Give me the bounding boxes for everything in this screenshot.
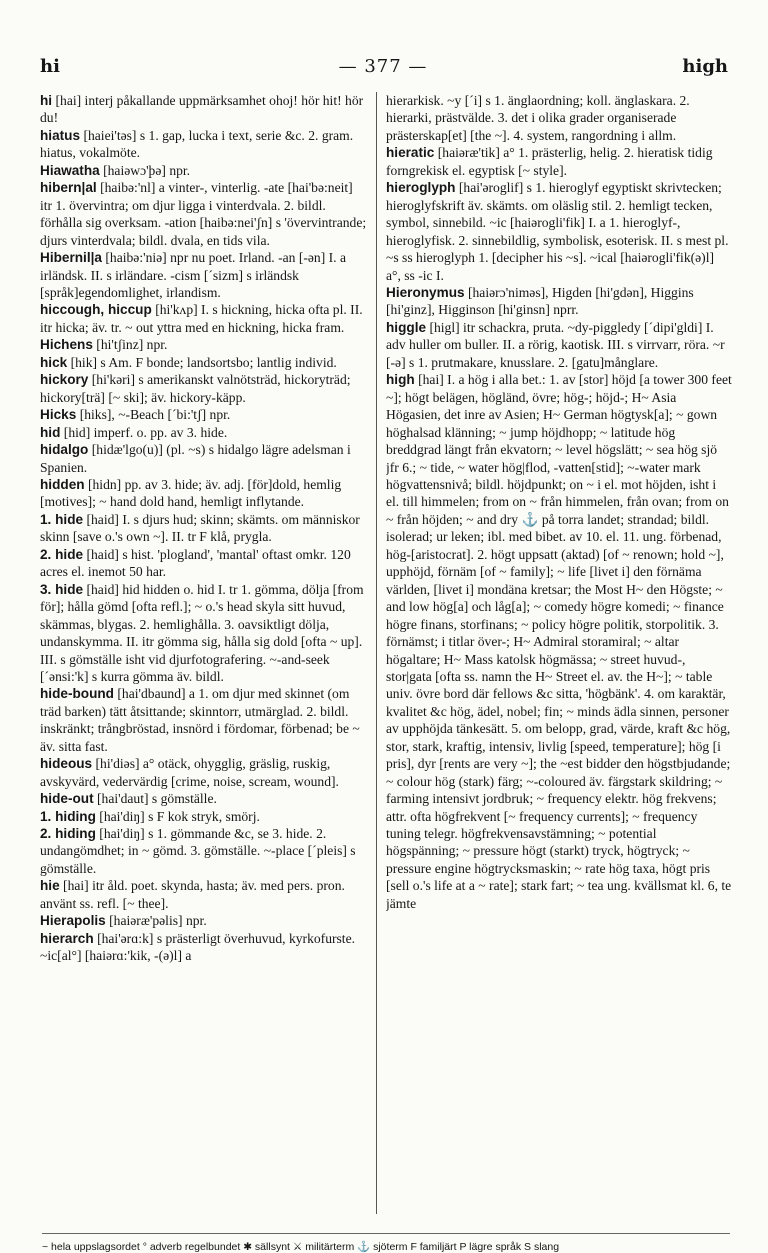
definition-text: [haibə:'nl] a vinter-, vinterlig. -ate [hai'bə:neit] itr 1. övervintra; om djur ligga i vinterdvala. 2. bildl. förhålla sig overksam. -ation [haibə:nei'ʃn] s 'övervintrande; djurs vinterdvala; bildl. dvala, en tids vila. xyxy=(40,180,367,248)
definition-text: [haiəræ'pəlis] npr. xyxy=(109,913,207,929)
headword: higgle xyxy=(386,319,427,335)
definition-text: [hi'diəs] a° otäck, ohygglig, gräslig, ruskig, avskyvärd, vedervärdig [crime, noise, scream, wound]. xyxy=(40,756,339,789)
definition-text: [hai'dbaund] a 1. om djur med skinnet (om träd barken) tätt åtsittande; skinntorr, utmärglad. 2. bildl. inskränkt; trångbröstad, insnörd i fördomar, förbenad; be ~ äv. sitta fast. xyxy=(40,686,360,754)
headword: hiatus xyxy=(40,127,81,143)
headword: hide-bound xyxy=(40,686,114,702)
definition-text: [hai'diŋ] s F kok stryk, smörj. xyxy=(99,808,260,824)
definition-text: [haiei'təs] s 1. gap, lucka i text, serie &c. 2. gram. hiatus, vokalmöte. xyxy=(40,127,354,161)
right-column xyxy=(386,92,732,1214)
dictionary-entry xyxy=(40,685,368,755)
headword: hideous xyxy=(40,756,93,772)
headword: hieratic xyxy=(386,145,435,161)
dictionary-entry xyxy=(40,877,368,912)
definition-text: [hi'kəri] s amerikanskt valnötsträd, hickoryträd; hickory[trä] [~ ski]; äv. hickory-käpp. xyxy=(40,372,351,405)
definition-text: [haiəræ'tik] a° 1. prästerlig, helig. 2. hieratisk tidig forngrekisk el. egyptisk [~ style]. xyxy=(386,145,713,178)
guide-word-left: hi xyxy=(40,56,60,77)
headword: hieroglyph xyxy=(386,180,456,196)
dictionary-entry xyxy=(40,371,368,406)
dictionary-entry xyxy=(40,92,368,127)
definition-text: [hidn] pp. av 3. hide; äv. adj. [för]dold, hemlig [motives]; ~ hand dold hand, hemligt inflytande. xyxy=(40,476,342,510)
guide-word-right: high xyxy=(682,56,728,77)
definition-text: [hai] I. a hög i alla bet.: 1. av [stor] höjd [a tower 300 feet ~]; högt belägen, högländ, övre; hög-; höjd-; H~ Asia Högasien, det inre av Asien; H~ German högtysk[a]; ~ gown höghalsad klänning; ~ jump höjdhopp; ~ latitude hög breddgrad längt från ekvatorn; ~ level högslätt; ~ sea hög sjö jfr 6.; ~ tide, ~ water hög|flod, -vatten[stid]; ~-water mark högvattensnivå; bildl. höjdpunkt; on ~ i el. mot höjden, isht i el. till himmelen; from on ~ från himmelen, från ovan; from on ~ från höjden; ~ and dry ⚓ på torra landet; strandad; bildl. isolerad; ur leken; ibl. med bibet. av 10. el. 11. ung. förbenad, hög-[aristocrat]. 2. högt uppsatt (aktad) [of ~ renown; hold ~], upphöjd, förnäm [of ~ family]; ~ life [livet i] den förnäma världen, [livet i] mondäna kretsar; the Most H~ den Högste; ~ and low hög[a] och låg[a]; ~ comedy högre komedi; ~ finance högre finans, storfinans; ~ policy högre politik, storpolitik. 3. förnämst; i titlar över-; H~ Admiral storamiral; ~ altar högaltare; H~ Mass katolsk högmässa; ~ street huvud-, stor|gata [ofta ss. namn the H~ Street el. av. the H~]; ~ table univ. övre bord där fellows &c sitta, 'högbänk'. 4. om karaktär, kvalitet &c hög, ädel, nobel; fin; ~ minds ädla sinnen, personer av upphöjda tänkesätt. 5. om belopp, grad, värde, kraft &c hög, stor, stark, kraftig, intensiv, livlig [speed, temperature]; hög [i pris], dyr [rents are very ~]; the ~est bidder den högstbjudande; ~ colour hög (stark) färg; ~-coloured äv. färgstark skildring; ~ farming intensivt jordbruk; ~ frequency elektr. hög frekvens; attr. ofta högfrekvent [~ frequency currents]; ~ frequency tuning telegr. högfrekvensavstämning; ~ potential högspänning; ~ pressure högt (starkt) tryck, högtryck; ~ pressure engine högtrycksmaskin; ~ rate hög taxa, högt pris [sell o.'s life at a ~ rate]; stark fart; ~ tea ung. kvällsmat kl. 6, te jämte xyxy=(386,372,732,911)
headword: hide-out xyxy=(40,791,94,807)
headword: Hierapolis xyxy=(40,913,106,929)
definition-text: [hi'tʃinz] npr. xyxy=(96,337,168,353)
definition-text: [higl] itr schackra, pruta. ~dy-piggledy [ˊdipi'gldi] I. adv huller om buller. II. a rörig, kaotisk. III. s virrvarr, röra. ~r [-ə] s 1. prutmakare, knusslare. 2. [gatu]månglare. xyxy=(386,319,725,370)
headword: Hicks xyxy=(40,407,77,423)
definition-text: [hai] interj påkallande uppmärksamhet ohoj! hör hit! hör du! xyxy=(40,93,364,126)
dictionary-entry xyxy=(40,790,368,807)
dictionary-entry xyxy=(40,249,368,301)
headword: hickory xyxy=(40,372,89,388)
dictionary-entry xyxy=(40,511,368,546)
headword: Hibernil|a xyxy=(40,250,102,266)
definition-text: hierarkisk. ~y [ˊi] s 1. änglaordning; koll. änglaskara. 2. hierarki, prästvälde. 3. det i olika grader organiserade prästerskap[et] [the ~]. 4. system, rangordning i allm. xyxy=(386,93,690,143)
headword: hibern|al xyxy=(40,180,97,196)
definition-text: [haibə:'niə] npr nu poet. Irland. -an [-ən] I. a irländsk. II. s irländare. -cism [ˊsizm] s irländsk [språk]egendomlighet, irlandism. xyxy=(40,250,346,300)
definition-text: [hiks], ~-Beach [ˊbi:'tʃ] npr. xyxy=(79,407,231,423)
definition-text: [hidæ'lgo(u)] (pl. ~s) s hidalgo lägre adelsman i Spanien. xyxy=(40,442,351,475)
column-divider xyxy=(376,92,377,1214)
dictionary-entry xyxy=(40,301,368,336)
definition-text: [haid] s hist. 'plogland', 'mantal' oftast omkr. 120 acres el. inemot 50 har. xyxy=(40,546,351,580)
dictionary-entry xyxy=(40,930,368,965)
definition-text: [haid] I. s djurs hud; skinn; skämts. om människor skinn [save o.'s own ~]. II. tr F klå, prygla. xyxy=(40,511,360,545)
page-number: — 377 — xyxy=(338,56,428,77)
headword: Hiawatha xyxy=(40,162,100,178)
dictionary-entry xyxy=(386,284,732,319)
definition-text: [haid] hid hidden o. hid I. tr 1. gömma, dölja [from för]; hålla gömd [ofta refl.]; ~ o.'s head skyla sitt huvud, skämmas, blygas. 2. hemlighålla. 3. oavsiktligt dölja, undanskymma. II. itr gömma sig, hålla sig dold [ofta ~ up]. III. s gömställe isht vid djurfotografering. ~-and-seek [ˊənsi:'k] s kurra gömma äv. bildl. xyxy=(40,581,364,684)
footer-rule xyxy=(42,1233,730,1234)
dictionary-entry xyxy=(386,179,732,284)
headword: 1. hide xyxy=(40,511,84,527)
definition-text: [hi'kʌp] I. s hickning, hicka ofta pl. II. itr hicka; äv. tr. ~ out yttra med en hickning, hicka fram. xyxy=(40,302,363,335)
definition-text: [hai] itr åld. poet. skynda, hasta; äv. med pers. pron. använt ss. refl. [~ thee]. xyxy=(40,878,345,911)
dictionary-entry xyxy=(40,808,368,825)
headword: 2. hide xyxy=(40,546,84,562)
dictionary-entry xyxy=(40,476,368,511)
headword: hid xyxy=(40,424,61,440)
definition-text: [haiərɔ'niməs], Higden [hi'gdən], Higgins [hi'ginz], Higginson [hi'ginsn] nprr. xyxy=(386,284,694,318)
definition-text: [hai'ərɑ:k] s prästerligt överhuvud, kyrkofurste. ~ic[al°] [haiərɑ:'kik, -(ə)l] a xyxy=(40,930,356,964)
dictionary-entry xyxy=(40,441,368,476)
dictionary-entry xyxy=(386,144,732,179)
page-header xyxy=(36,56,730,82)
dictionary-entry xyxy=(40,546,368,581)
dictionary-entry xyxy=(40,825,368,877)
headword: hie xyxy=(40,878,60,894)
dictionary-entry xyxy=(40,406,368,423)
left-column xyxy=(40,92,368,1214)
headword: Hichens xyxy=(40,337,93,353)
headword: hiccough, hiccup xyxy=(40,302,152,318)
headword: 3. hide xyxy=(40,581,84,597)
dictionary-entry xyxy=(386,92,732,144)
definition-text: [hid] imperf. o. pp. av 3. hide. xyxy=(63,424,228,440)
dictionary-entry xyxy=(40,755,368,790)
headword: 2. hiding xyxy=(40,826,96,842)
definition-text: [hai'əroglif] s 1. hieroglyf egyptiskt skrivtecken; hieroglyfskrift äv. skämts. om oläslig stil. 2. hemligt tecken, symbol, sinnebild. ~ic [haiərogli'fik] I. a 1. hieroglyf-, hieroglyfisk. 2. sinnebildlig, symbolisk, esoterisk. II. s mest pl. ~s ss hieroglyph 1. [decipher his ~s]. ~ical [haiərogli'fik(ə)l] a°, ss -ic I. xyxy=(386,180,729,283)
headword: high xyxy=(386,372,415,388)
definition-text: [hai'daut] s gömställe. xyxy=(97,791,217,807)
dictionary-entry xyxy=(40,581,368,686)
legend-footer: ~ hela uppslagsordet ° adverb regelbundet ✱ sällsynt ⚔ militärterm ⚓ sjöterm F familjärt P lägre språk S slang xyxy=(42,1241,560,1253)
headword: hierarch xyxy=(40,930,94,946)
headword: hi xyxy=(40,93,53,108)
dictionary-entry xyxy=(40,127,368,162)
dictionary-entry xyxy=(40,354,368,371)
dictionary-entry xyxy=(386,371,732,912)
headword: Hieronymus xyxy=(386,284,465,300)
definition-text: [haiəwɔ'þə] npr. xyxy=(103,162,191,178)
definition-text: [hik] s Am. F bonde; landsortsbo; lantlig individ. xyxy=(70,354,337,370)
headword: 1. hiding xyxy=(40,808,96,824)
dictionary-entry xyxy=(40,336,368,353)
headword: hidden xyxy=(40,476,85,492)
dictionary-entry xyxy=(40,162,368,179)
headword: hidalgo xyxy=(40,442,89,458)
dictionary-entry xyxy=(40,179,368,249)
definition-text: [hai'diŋ] s 1. gömmande &c, se 3. hide. 2. undangömdhet; in ~ gömd. 3. gömställe. ~-place [ˊpleis] s gömställe. xyxy=(40,826,356,876)
dictionary-entry xyxy=(40,912,368,929)
dictionary-entry xyxy=(386,319,732,371)
headword: hick xyxy=(40,354,68,370)
dictionary-entry xyxy=(40,424,368,441)
